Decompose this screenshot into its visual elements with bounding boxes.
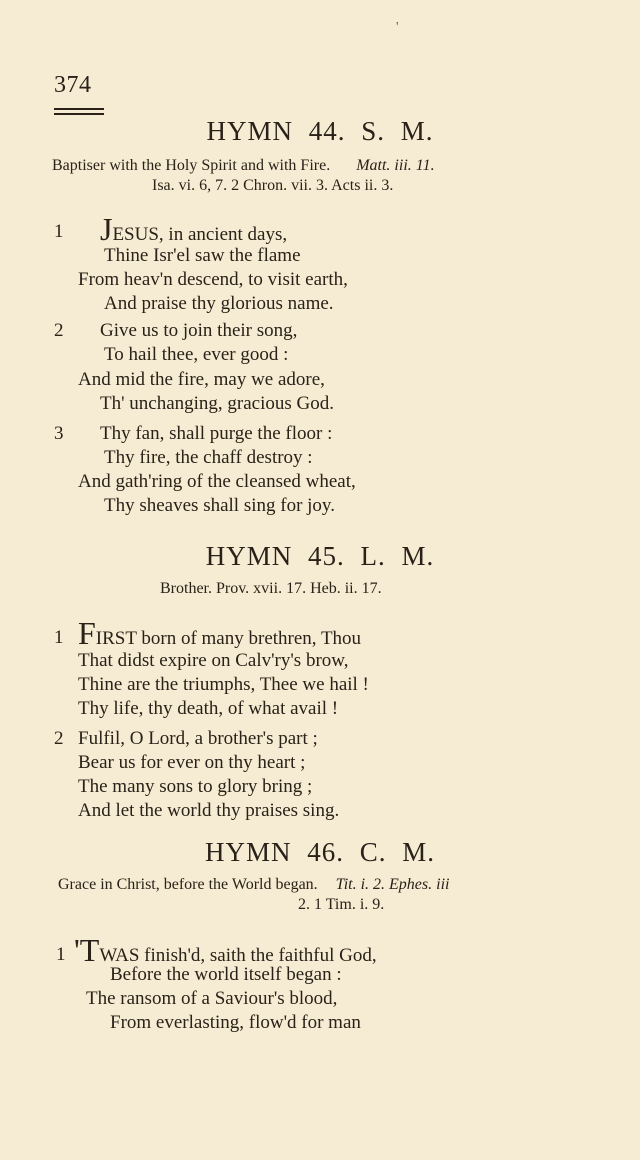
header-rule-bottom xyxy=(54,113,104,115)
hymn-44-reference-line-1 xyxy=(52,157,435,175)
page-number: 374 xyxy=(54,72,92,98)
drop-cap: J xyxy=(100,211,113,247)
hymn-45-verse-1-line-3: Thine are the triumphs, Thee we hail ! xyxy=(78,674,369,695)
hymn-46-subject: Grace in Christ, before the World began. xyxy=(58,876,318,893)
hymn-45-verse-2-line-4: And let the world thy praises sing. xyxy=(78,800,340,821)
hymn-46-reference-line-1 xyxy=(58,876,449,894)
header-rule-top xyxy=(54,108,104,110)
hymn-44-title: HYMN 44. S. M. xyxy=(206,116,434,146)
drop-cap: F xyxy=(78,615,96,651)
hymn-45-verse-2-line-3: The many sons to glory bring ; xyxy=(78,776,313,797)
hymn-44-verse-2-line-4: Th' unchanging, gracious God. xyxy=(100,393,335,414)
hymn-45-verse-1-line-1 xyxy=(78,617,361,650)
hymn-46-title: HYMN 46. C. M. xyxy=(204,837,436,867)
hymn-44-verse-1-line-2: Thine Isr'el saw the flame xyxy=(104,245,301,266)
hymn-45-verse-1-line-4: Thy life, thy death, of what avail ! xyxy=(78,698,339,719)
hymn-44-verse-3-line-3: And gath'ring of the cleansed wheat, xyxy=(78,471,356,492)
hymn-44-verse-2-number: 2 xyxy=(54,320,64,341)
hymn-46-verse-1-line-4: From everlasting, flow'd for man xyxy=(110,1012,361,1033)
hymn-46-scripture-refs: Tit. i. 2. Ephes. iii xyxy=(335,876,450,893)
hymn-45-verse-2-line-2: Bear us for ever on thy heart ; xyxy=(78,752,306,773)
drop-cap: 'T xyxy=(74,932,100,968)
hymn-46-verse-1-line-1 xyxy=(74,934,377,967)
hymn-44-scripture-refs: Matt. iii. 11. xyxy=(356,157,435,174)
hymn-44-verse-1-number: 1 xyxy=(54,221,64,242)
hymn-44-verse-1-line-3: From heav'n descend, to visit earth, xyxy=(78,269,348,290)
hymn-46-verse-1-line-3: The ransom of a Saviour's blood, xyxy=(86,988,338,1009)
verse-line-text: ESUS, in ancient days, xyxy=(112,224,288,245)
hymn-44-subject: Baptiser with the Holy Spirit and with Fire. xyxy=(52,157,331,174)
hymn-44-verse-1-line-4: And praise thy glorious name. xyxy=(104,293,334,314)
hymn-45-verse-1-line-2: That didst expire on Calv'ry's brow, xyxy=(78,650,349,671)
hymn-45-title: HYMN 45. L. M. xyxy=(205,541,435,571)
hymn-44-verse-2-line-3: And mid the fire, may we adore, xyxy=(78,369,325,390)
verse-line-text: IRST born of many brethren, Thou xyxy=(95,628,362,649)
margin-tick-mark: ' xyxy=(396,20,399,35)
hymn-46-verse-1-number: 1 xyxy=(56,944,66,965)
hymn-45-verse-1-number: 1 xyxy=(54,627,64,648)
hymn-45-verse-2-number: 2 xyxy=(54,728,64,749)
hymn-45-reference-line-1: Brother. Prov. xvii. 17. Heb. ii. 17. xyxy=(160,580,382,597)
hymn-44-reference-line-2: Isa. vi. 6, 7. 2 Chron. vii. 3. Acts ii. 3. xyxy=(152,177,394,194)
verse-line-text: WAS finish'd, saith the faithful God, xyxy=(99,945,377,966)
hymn-44-verse-3-line-2: Thy fire, the chaff destroy : xyxy=(104,447,313,468)
hymn-44-verse-2-line-1: Give us to join their song, xyxy=(100,320,298,341)
hymn-44-verse-3-line-1: Thy fan, shall purge the floor : xyxy=(100,423,333,444)
hymn-44-verse-3-number: 3 xyxy=(54,423,64,444)
hymn-46-reference-line-2: 2. 1 Tim. i. 9. xyxy=(298,896,385,913)
hymn-44-verse-2-line-2: To hail thee, ever good : xyxy=(104,344,289,365)
hymn-45-verse-2-line-1: Fulfil, O Lord, a brother's part ; xyxy=(78,728,318,749)
hymn-44-verse-3-line-4: Thy sheaves shall sing for joy. xyxy=(104,495,335,516)
hymn-44-verse-1-line-1 xyxy=(100,213,287,246)
hymn-46-verse-1-line-2: Before the world itself began : xyxy=(110,964,342,985)
